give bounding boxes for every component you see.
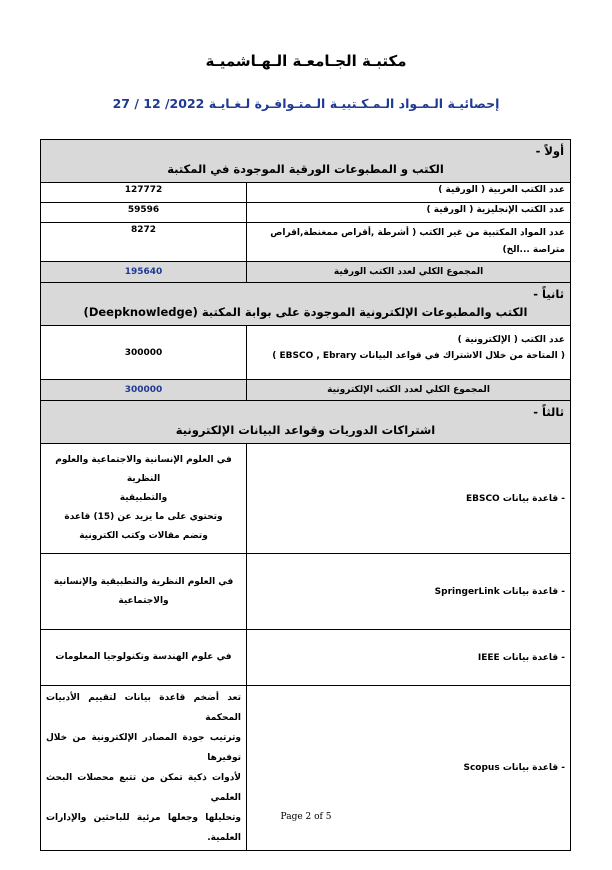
database-name — [247, 554, 571, 630]
table-row — [41, 203, 571, 223]
statistics-table — [40, 139, 571, 851]
total-value: 195640 — [41, 262, 247, 283]
row-label: عدد المواد المكتبية من غير الكتب ( أشرطة ,أقراص ممغنطة,اقراص متراصة ...الخ) — [247, 223, 571, 262]
database-row-ieee — [41, 630, 571, 686]
total-label: المجموع الكلي لعدد الكتب الورقية — [247, 262, 571, 283]
database-title: SpringerLink — [434, 586, 500, 597]
row-label: عدد الكتب العربية ( الورقية ) — [247, 183, 571, 203]
table-row — [41, 223, 571, 262]
row-value: 127772 — [41, 183, 247, 203]
desc-line: في علوم الهندسة وتكنولوجيا المعلومات — [55, 652, 232, 662]
section-2-header — [41, 283, 571, 326]
database-prefix: - قاعدة بيانات — [502, 493, 566, 504]
database-title: IEEE — [477, 652, 500, 663]
desc-line: والاجتماعية — [118, 595, 169, 606]
desc-line: في العلوم الإنسانية والاجتماعية والعلوم النظرية — [55, 455, 232, 484]
desc-line: وتحليلها وجعلها مرئية للباحثين والإدارات العلمية. — [46, 813, 242, 843]
database-description — [41, 554, 247, 630]
database-prefix: - قاعدة بيانات — [502, 652, 566, 663]
section-1-header — [41, 140, 571, 183]
database-prefix: - قاعدة بيانات — [502, 586, 566, 597]
total-value: 300000 — [41, 380, 247, 401]
database-row-scopus — [41, 686, 571, 851]
database-description — [41, 630, 247, 686]
subtitle-text: إحصائيـة الـمـواد الـمـكـتبيـة الـمتـوافـرة لـغـايـة — [208, 96, 500, 111]
desc-line: لأدوات ذكية تمكن من تتبع محصلات البحث العلمي — [46, 773, 242, 803]
section-2-label: ثانياً - — [533, 287, 565, 301]
section-3-title: اشتراكات الدوريات وقواعد البيانات الإلكترونية — [175, 423, 436, 437]
database-row-ebsco — [41, 444, 571, 554]
table-row — [41, 326, 571, 380]
total-label: المجموع الكلي لعدد الكتب الإلكترونية — [247, 380, 571, 401]
database-name — [247, 630, 571, 686]
row-label-line-2: ( المتاحة من خلال الاشتراك في قواعد البيانات EBSCO , Ebrary ) — [272, 351, 566, 361]
row-label: عدد الكتب الإنجليزية ( الورقية ) — [247, 203, 571, 223]
database-prefix: - قاعدة بيانات — [502, 763, 566, 773]
desc-line: وترتيب جودة المصادر الإلكترونية من خلال توفيرها — [46, 733, 242, 763]
section-2-total-row — [41, 380, 571, 401]
row-label — [247, 326, 571, 380]
section-3-header — [41, 401, 571, 444]
database-title: EBSCO — [465, 493, 500, 504]
row-value: 8272 — [41, 223, 247, 262]
section-1-label: أولاً - — [535, 144, 565, 158]
desc-line: وتضم مقالات وكتب الكترونية — [79, 531, 208, 541]
desc-line: والتطبيقية — [119, 493, 168, 503]
page-footer: Page 2 of 5 — [280, 812, 332, 822]
section-1-title: الكتب و المطبوعات الورقية الموجودة في المكتبة — [167, 162, 444, 176]
database-title: Scopus — [463, 763, 500, 773]
table-row — [41, 183, 571, 203]
section-1-total-row — [41, 262, 571, 283]
desc-line: وتحتوي على ما يزيد عن (15) قاعدة — [64, 512, 223, 522]
database-description — [41, 444, 247, 554]
section-3-label: ثالثاً - — [533, 405, 565, 419]
database-description — [41, 686, 247, 851]
desc-line: في العلوم النظرية والتطبيقية والإنسانية — [53, 576, 234, 587]
row-label-line-1: عدد الكتب ( الإلكترونية ) — [457, 335, 566, 345]
desc-line: تعد أضخم قاعدة بيانات لتقييم الأدبيات المحكمة — [46, 693, 242, 723]
subtitle-date: 27 / 12 /2022 — [112, 96, 205, 111]
section-2-title: الكتب والمطبوعات الإلكترونية الموجودة على بوابة المكتبة (Deepknowledge) — [83, 305, 528, 319]
page-title: مكتبـة الجـامعـة الـهـاشميـة — [205, 52, 407, 70]
database-name — [247, 686, 571, 851]
database-name — [247, 444, 571, 554]
database-row-springerlink — [41, 554, 571, 630]
page-subtitle — [0, 96, 612, 111]
row-value: 59596 — [41, 203, 247, 223]
row-value: 300000 — [41, 326, 247, 380]
